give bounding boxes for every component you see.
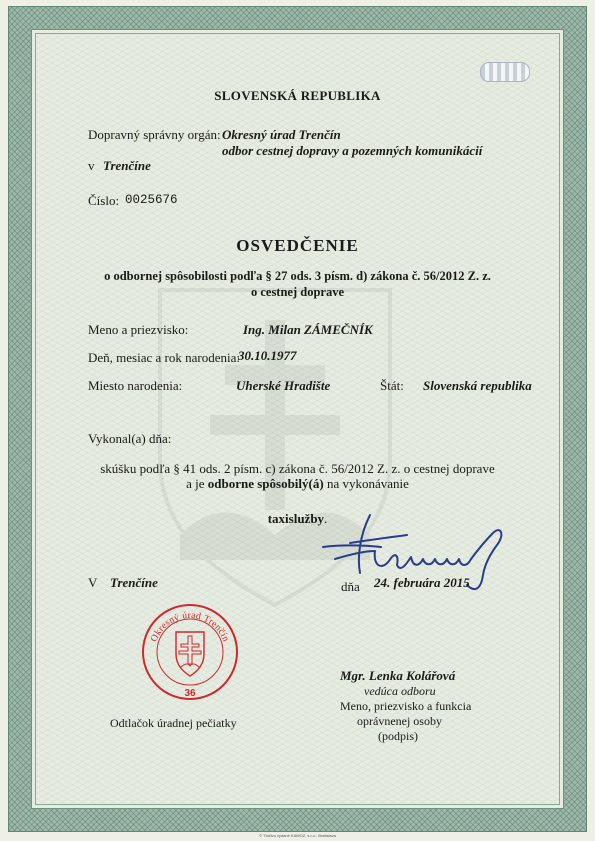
document-subtitle-line2: o cestnej doprave: [250, 285, 345, 299]
authority-label: Dopravný správny orgán:: [88, 127, 221, 142]
name-label: Meno a priezvisko:: [88, 322, 189, 337]
name-value: Ing. Milan ZÁMEČNÍK: [243, 322, 373, 337]
exam-line2-bold: odborne spôsobilý(á): [207, 476, 324, 491]
dob-label: Deň, mesiac a rok narodenia:: [88, 350, 240, 365]
state-label: Štát:: [380, 378, 404, 393]
signatory-role: vedúca odboru: [364, 684, 436, 698]
hologram-seal: [480, 62, 530, 82]
svg-text:Okresný úrad Trenčín: [149, 611, 230, 644]
exam-label: Vykonal(a) dňa:: [88, 431, 172, 446]
exam-line2-post: na vykonávanie: [323, 476, 409, 491]
exam-line2: [0, 476, 595, 492]
signatory-caption-1: Meno, priezvisko a funkcia: [340, 699, 472, 713]
location-value: Trenčíne: [103, 158, 151, 173]
pob-label: Miesto narodenia:: [88, 378, 183, 393]
activity-value: taxislužby: [267, 511, 325, 526]
activity-end: .: [324, 511, 328, 526]
stamp-caption: Odtlačok úradnej pečiatky: [110, 716, 237, 730]
authority-department: odbor cestnej dopravy a pozemných komunikácií: [222, 143, 483, 158]
stamp-number: 36: [184, 688, 196, 699]
state-value: Slovenská republika: [423, 378, 532, 393]
signatory-name: Mgr. Lenka Kolářová: [340, 668, 456, 683]
document-subtitle-line1: o odbornej spôsobilosti podľa § 27 ods. 3 písm. d) zákona č. 56/2012 Z. z.: [104, 269, 491, 283]
pob-value: Uherské Hradište: [236, 378, 331, 393]
stamp-text: Okresný úrad Trenčín: [149, 610, 231, 644]
issued-date-label: dňa: [341, 579, 360, 594]
official-stamp-icon: [140, 602, 240, 702]
certificate-number: 0025676: [125, 193, 178, 207]
signatory-caption-3: (podpis): [378, 729, 418, 743]
authority-name: Okresný úrad Trenčín: [222, 127, 341, 142]
dob-value: 30.10.1977: [238, 348, 297, 363]
country-heading: SLOVENSKÁ REPUBLIKA: [214, 88, 381, 103]
issued-place-prefix: V: [88, 575, 98, 590]
exam-line2-pre: a je: [186, 476, 208, 491]
issued-date: 24. februára 2015: [374, 575, 470, 590]
number-label: Číslo:: [88, 193, 120, 208]
document-title: OSVEDČENIE: [236, 236, 359, 255]
printer-footer: © Tlačivo vydané KAMOZ, s.r.o., Bratislava: [259, 833, 336, 838]
issued-place: Trenčíne: [110, 575, 158, 590]
signatory-caption-2: oprávnenej osoby: [357, 714, 442, 728]
location-prefix: v: [88, 158, 95, 173]
exam-line1: skúšku podľa § 41 ods. 2 písm. c) zákona č. 56/2012 Z. z. o cestnej doprave: [100, 461, 495, 476]
